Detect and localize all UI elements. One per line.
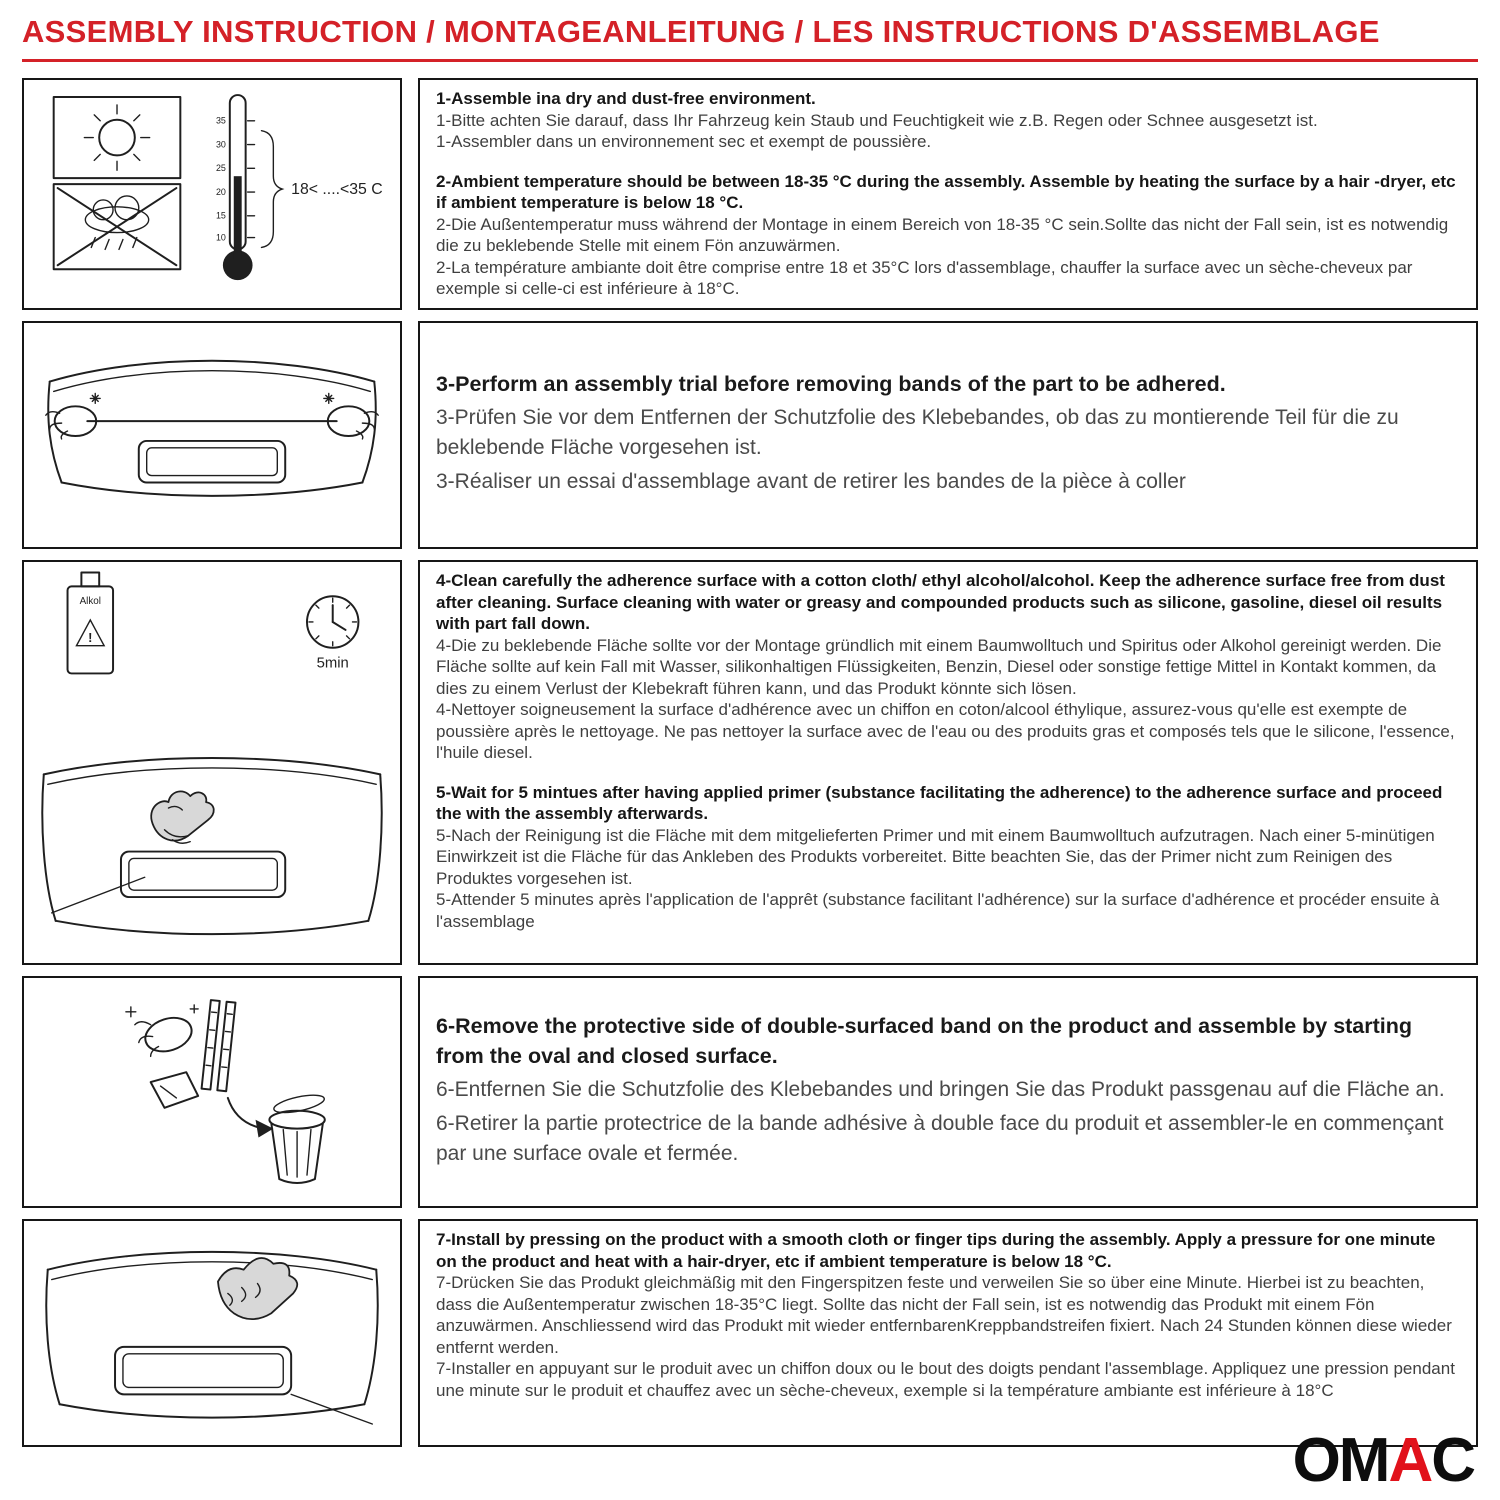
thermometer-tick-20: 20	[215, 186, 226, 197]
step-4-5-text	[418, 560, 1478, 965]
step-3-fr: 3-Réaliser un essai d'assemblage avant de retirer les bandes de la pièce à coller	[436, 470, 1186, 493]
trash-can-icon	[269, 1092, 325, 1183]
environment-temperature-drawing	[24, 80, 400, 308]
thermometer-range-label: 18< ....<35 C	[291, 181, 383, 198]
step-row-7	[22, 1219, 1478, 1447]
logo-text-om: OM	[1292, 1426, 1389, 1495]
illustration-environment-temperature	[22, 78, 402, 310]
step-7-fr: 7-Installer en appuyant sur le produit avec un chiffon doux ou le bout des doigts pendant l'assemblage. Appliquez une pression pendant une minute sur le produit et chauffez avec un sèche-cheveux, exemple si la température ambiante est inférieure à 18°C	[436, 1359, 1455, 1400]
step-1-en: 1-Assemble ina dry and dust-free environment.	[436, 89, 816, 108]
step-6-de: 6-Entfernen Sie die Schutzfolie des Klebebandes und bringen Sie das Produkt passgenau auf die Fläche an.	[436, 1078, 1445, 1101]
step-5-en: 5-Wait for 5 mintues after having applied primer (substance facilitating the adherence) to the adherence surface and proceed the with the assembly afterwards.	[436, 782, 1443, 823]
thermometer-icon	[216, 95, 383, 280]
step-1-de: 1-Bitte achten Sie darauf, dass Ihr Fahrzeug kein Staub und Feuchtigkeit wie z.B. Regen oder Schnee ausgesetzt ist.	[436, 110, 1318, 130]
clock-icon	[307, 596, 358, 671]
car-trunk-icon	[46, 1252, 377, 1424]
thermometer-tick-25: 25	[215, 163, 226, 174]
step-row-4-5	[22, 560, 1478, 965]
hand-with-cloth-icon	[151, 791, 214, 843]
hand-with-cloth-icon	[218, 1258, 297, 1319]
alcohol-bottle-icon	[68, 573, 114, 674]
remove-band-drawing	[24, 978, 400, 1206]
arrow-icon	[228, 1098, 274, 1138]
step-1-fr: 1-Assembler dans un environnement sec et exempt de poussière.	[436, 132, 932, 151]
step-2-en: 2-Ambient temperature should be between 18-35 °C during the assembly. Assemble by heating the surface by a hair -dryer, etc if ambient temperature is below 18 °C.	[436, 171, 1456, 212]
header	[22, 14, 1478, 62]
step-6-fr: 6-Retirer la partie protectrice de la bande adhésive à double face du produit et assembler-le en commençant par une surface ovale et fermée.	[436, 1112, 1444, 1165]
left-hand-icon	[46, 393, 100, 439]
peeled-film-icon	[151, 1072, 198, 1108]
wiping-surface-icon	[42, 758, 381, 934]
logo-text-c: C	[1431, 1426, 1474, 1495]
car-trunk-icon	[48, 361, 376, 496]
step-7-en: 7-Install by pressing on the product with a smooth cloth or finger tips during the assembly. Apply a pressure for one minute on the product and heat with a hair-dryer, etc if ambient temperature is below 18 °C.	[436, 1230, 1436, 1271]
no-rain-snow-icon	[54, 184, 181, 269]
step-3-en: 3-Perform an assembly trial before removing bands of the part to be adhered.	[436, 372, 1226, 396]
step-row-6	[22, 976, 1478, 1208]
step-row-3	[22, 321, 1478, 549]
illustration-press-install	[22, 1219, 402, 1447]
step-6-en: 6-Remove the protective side of double-surfaced band on the product and assemble by starting from the oval and closed surface.	[436, 1014, 1413, 1068]
range-brace	[261, 131, 282, 248]
omac-logo	[1292, 1426, 1474, 1495]
step-6-text	[418, 976, 1478, 1208]
step-2-fr: 2-La température ambiante doit être comprise entre 18 et 35°C lors d'assemblage, chauffer la surface avec un sèche-cheveux par exemple si celle-ci est inférieure à 18°C.	[436, 257, 1413, 298]
title-divider	[22, 59, 1478, 62]
step-5-de: 5-Nach der Reinigung ist die Fläche mit dem mitgelieferten Primer und mit einem Baumwolltuch aufzutragen. Nach einer 5-minütigen Einwirkzeit ist die Fläche für das Ankleben des Produkts vorbereitet. Bitte beachten Sie, das der Primer nicht zum Reinigen des Produktes vorgesehen ist.	[436, 825, 1435, 888]
step-4-en: 4-Clean carefully the adherence surface with a cotton cloth/ ethyl alcohol/alcohol. Keep the adherence surface free from dust after cleaning. Surface cleaning with water or greasy and compounded products such as silicone, gasoline, diesel oil results with part fall down.	[436, 571, 1445, 633]
step-row-1-2	[22, 78, 1478, 310]
logo-text-a: A	[1388, 1426, 1432, 1495]
thermometer-tick-15: 15	[215, 210, 226, 221]
step-7-de: 7-Drücken Sie das Produkt gleichmäßig mit den Fingerspitzen feste und verweilen Sie so über eine Minute. Hierbei ist zu beachten, dass die Außentemperatur zwischen 18-35°C liegt. Sollte das nicht der Fall sein, ist es notwendig das Produkt mit einem Fön anzuwärmen. Anschliessend wird das Produkt mit wieder entfernbarenKreppbandstreifen fixiert. Nach 24 Stunden können diese wieder entfernt werden.	[436, 1273, 1452, 1357]
bottle-label: Alkol	[79, 596, 101, 608]
step-7-text	[418, 1219, 1478, 1447]
cleaning-primer-drawing	[24, 562, 400, 963]
step-2-de: 2-Die Außentemperatur muss während der Montage in einem Bereich von 18-35 °C sein.Sollte das nicht der Fall sein, ist es notwendig die zu beklebende Stelle mit einem Fön anzuwärmen.	[436, 214, 1449, 255]
step-4-de: 4-Die zu beklebende Fläche sollte vor der Montage gründlich mit einem Baumwolltuch und Spiritus oder Alkohol gereinigt werden. Die Fläche sollte auf kein Fall mit Wasser, silikonhaltigen Flüssigkeiten, Benzin, Diesel oder sonstige fettige Mittel in Kontakt kommen, da dies zu einem Verlust der Klebekraft führen kann, und das Produkt könnte sich lösen.	[436, 635, 1442, 698]
step-3-text	[418, 321, 1478, 549]
warning-exclamation: !	[88, 629, 93, 645]
page-title: ASSEMBLY INSTRUCTION / MONTAGEANLEITUNG / LES INSTRUCTIONS D'ASSEMBLAGE	[22, 14, 1380, 49]
step-3-de: 3-Prüfen Sie vor dem Entfernen der Schutzfolie des Klebebandes, ob das zu montierende Teil für die zu beklebende Fläche vorgesehen ist.	[436, 406, 1399, 459]
sun-icon	[54, 97, 181, 178]
illustration-cleaning-primer	[22, 560, 402, 965]
right-hand-icon	[324, 393, 378, 439]
step-4-fr: 4-Nettoyer soigneusement la surface d'adhérence avec un chiffon en coton/alcool éthylique, assurez-vous qu'elle est exempte de poussière après le nettoyage. Ne pas nettoyer la surface avec de l'eau ou des produits gras et composés tels que le silicone, l'essence, l'huile diesel.	[436, 700, 1455, 762]
thermometer-tick-30: 30	[215, 139, 226, 150]
tape-strips-icon	[202, 1000, 236, 1091]
clock-label: 5min	[316, 655, 349, 672]
hand-icon	[126, 1005, 198, 1057]
thermometer-tick-35: 35	[215, 115, 226, 126]
step-5-fr: 5-Attender 5 minutes après l'application de l'apprêt (substance facilitant l'adhérence) sur la surface d'adhérence et procéder ensuite à l'assemblage	[436, 890, 1440, 931]
assembly-trial-drawing	[24, 323, 400, 547]
illustration-assembly-trial	[22, 321, 402, 549]
step-1-2-text	[418, 78, 1478, 310]
press-install-drawing	[24, 1221, 400, 1445]
illustration-remove-band	[22, 976, 402, 1208]
thermometer-tick-10: 10	[215, 232, 226, 243]
